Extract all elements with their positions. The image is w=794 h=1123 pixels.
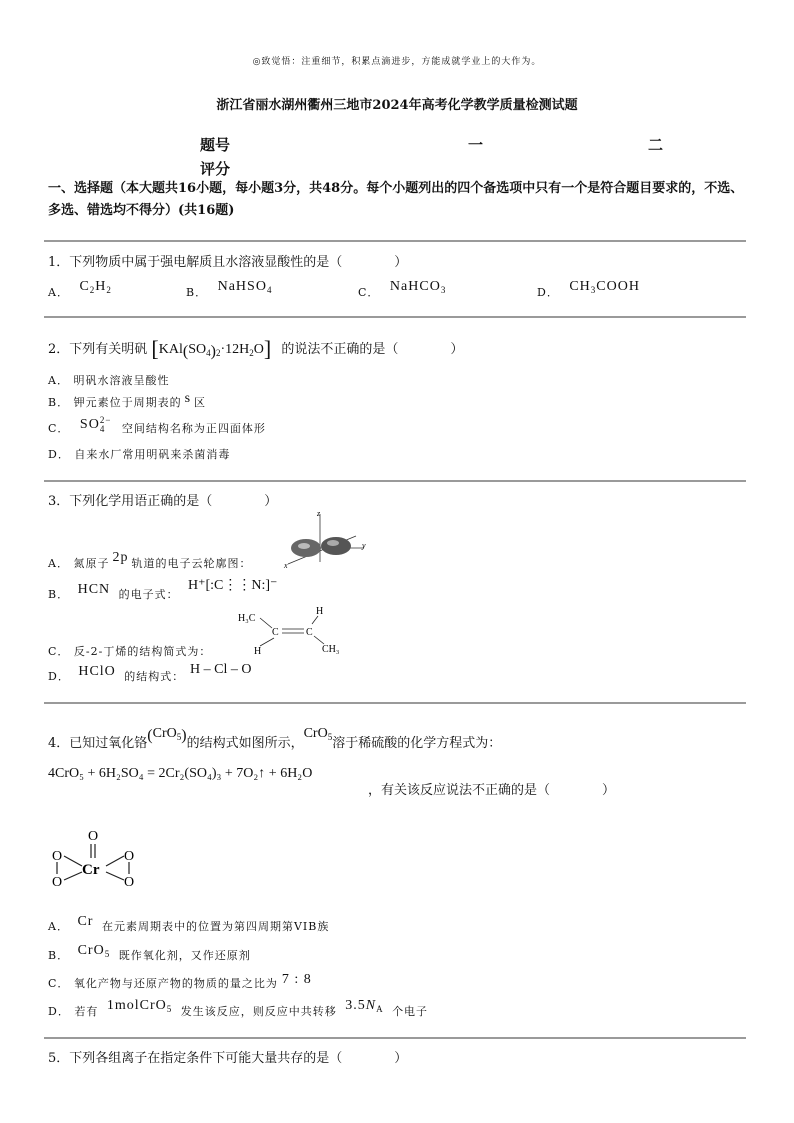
- oxygen-right-bottom-label: O: [124, 875, 135, 890]
- score-table-col-label: 题号: [200, 136, 231, 154]
- q2-option-a: A． 明矾水溶液呈酸性: [48, 374, 170, 387]
- carbon-right-label: C: [306, 627, 313, 638]
- oxygen-top-label: O: [88, 829, 99, 844]
- score-table-row-label: 评分: [200, 160, 231, 178]
- q2-option-d: D． 自来水厂常用明矾来杀菌消毒: [48, 448, 231, 461]
- exam-title: 浙江省丽水湖州衢州三地市2024年高考化学教学质量检测试题: [216, 98, 578, 113]
- divider: [44, 240, 746, 242]
- q1-option-b: B． NaHSO$_4$: [186, 279, 273, 299]
- hcn-electron-formula: H⁺[:C⋮⋮N:]⁻: [188, 578, 278, 593]
- q4-stem: 4．已知过氧化铬(CrO$_5$)的结构式如图所示，CrO$_5$溶于稀硫酸的化学方程式为：: [48, 726, 502, 751]
- methyl-right-label: CH₃: [322, 644, 340, 655]
- q1-stem: 1．下列物质中属于强电解质且水溶液显酸性的是（ ）: [48, 255, 408, 270]
- q3-option-d: D． HClO 的结构式：: [48, 664, 185, 683]
- divider: [44, 702, 746, 704]
- q4-option-d: D． 若有 1molCrO$_5$ 发生该反应，则反应中共转移 $3.5N_A$ 个电子: [48, 998, 429, 1018]
- oxygen-left-top-label: O: [52, 849, 63, 864]
- methyl-left-label: H₃C: [238, 613, 256, 624]
- carbon-left-label: C: [272, 627, 279, 638]
- hclo-structural-formula: H – Cl – O: [190, 662, 252, 677]
- q4-option-a: A． Cr 在元素周期表中的位置为第四周期第VIB族: [48, 914, 330, 933]
- cro5-structure-diagram: [44, 822, 148, 894]
- orbital-lobe-right: [321, 537, 351, 555]
- q1-formula-a: $C_2H_2$: [79, 279, 112, 295]
- p-orbital-diagram: [282, 508, 372, 570]
- oxygen-right-top-label: O: [124, 849, 135, 864]
- orbital-highlight: [327, 540, 339, 546]
- q3-option-c: C． 反-2-丁烯的结构简式为：: [48, 645, 212, 658]
- q4-option-c: C． 氧化产物与还原产物的物质的量之比为 7 : 8: [48, 972, 312, 990]
- q2-sulfate-formula: SO 2− 4: [79, 415, 112, 434]
- hydrogen-bottom-label: H: [254, 646, 262, 656]
- q3-option-a: A． 氮原子 2p 轨道的电子云轮廓图：: [48, 550, 252, 570]
- q1-formula-d: $CH_3COOH$: [569, 279, 640, 295]
- orbital-highlight: [298, 543, 310, 549]
- q1-formula-c: NaHCO$_3$: [389, 279, 447, 295]
- q4-option-b: B． CrO$_5$ 既作氧化剂，又作还原剂: [48, 943, 251, 962]
- q4-equation: 4CrO₅ + 6H₂SO₄ = 2Cr₂(SO₄)₃ + 7O₂↑ + 6H₂O: [48, 766, 313, 781]
- axis-label-x: x: [284, 561, 288, 570]
- chromium-center-label: Cr: [82, 862, 100, 878]
- score-table-col-2: 二: [648, 136, 664, 154]
- axis-label-y: y: [362, 541, 366, 550]
- q5-stem: 5．下列各组离子在指定条件下可能大量共存的是（ ）: [48, 1051, 408, 1066]
- hydrogen-top-label: H: [316, 606, 324, 617]
- score-table-col-1: 一: [468, 136, 484, 154]
- q4-stem-tail: ，有关该反应说法不正确的是（ ）: [368, 783, 616, 798]
- q3-option-b: B． HCN 的电子式：: [48, 582, 179, 601]
- motto-line: ◎致觉悟：注重细节，积累点滴进步，方能成就学业上的大作为。: [252, 57, 542, 67]
- q1-formula-b: NaHSO$_4$: [217, 279, 273, 295]
- divider: [44, 480, 746, 482]
- q2-alum-formula: $[KAl(SO_4)_2\cdot 12H_2O]$: [151, 336, 272, 361]
- axis-label-z: z: [317, 509, 321, 518]
- divider: [44, 316, 746, 318]
- q2-stem: 2．下列有关明矾 $[KAl(SO_4)_2\cdot 12H_2O]$ 的说法不正确的是（ ）: [48, 336, 464, 361]
- divider: [44, 1037, 746, 1039]
- q2-option-b: B． 钾元素位于周期表的 s 区: [48, 391, 207, 409]
- oxygen-left-bottom-label: O: [52, 875, 63, 890]
- q1-option-d: D． $CH_3COOH$: [537, 279, 640, 299]
- q1-option-a: A． $C_2H_2$: [48, 279, 112, 299]
- trans-2-butene-structure: [236, 604, 354, 656]
- section-heading: 一、选择题（本大题共16小题，每小题3分，共48分。每个小题列出的四个备选项中只有一个是符合题目要求的，不选、多选、错选均不得分）(共16题): [48, 181, 744, 218]
- q1-option-c: C． NaHCO$_3$: [358, 279, 447, 299]
- q3-stem: 3．下列化学用语正确的是（ ）: [48, 494, 278, 509]
- q2-option-c: C． SO 2− 4 空间结构名称为正四面体形: [48, 415, 266, 436]
